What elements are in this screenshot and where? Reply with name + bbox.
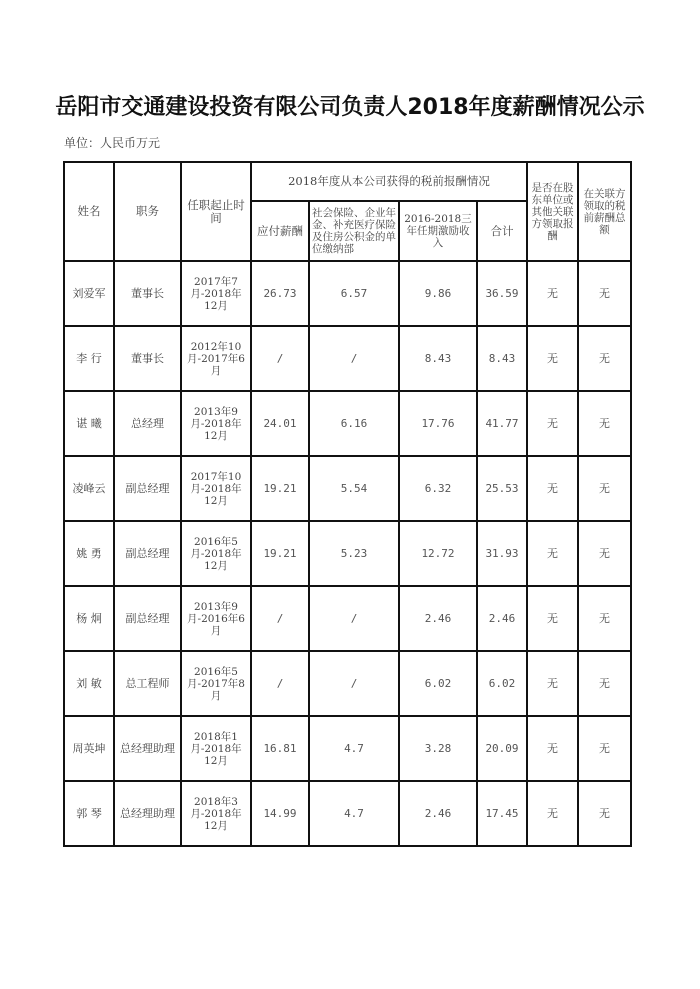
cell-total <box>477 521 527 586</box>
cell-position: 总工程师 <box>114 651 181 716</box>
cell-incentive <box>399 456 477 521</box>
cell-salary-value: 19.21 <box>263 547 297 560</box>
cell-incentive-value: 6.32 <box>424 482 452 495</box>
salary-table <box>63 161 632 847</box>
table-row <box>64 716 631 781</box>
cell-insurance <box>309 716 399 781</box>
cell-incentive-value: 17.76 <box>421 417 455 430</box>
cell-insurance <box>309 456 399 521</box>
cell-shareholder: 无 <box>527 781 578 846</box>
cell-total <box>477 456 527 521</box>
cell-total-value: 20.09 <box>485 742 519 755</box>
header-name: 姓名 <box>64 162 114 261</box>
cell-insurance <box>309 261 399 326</box>
cell-salary-value: / <box>276 352 284 365</box>
cell-salary <box>251 586 309 651</box>
cell-total-value: 41.77 <box>485 417 519 430</box>
cell-related: 无 <box>578 521 631 586</box>
cell-related: 无 <box>578 586 631 651</box>
cell-salary <box>251 456 309 521</box>
header-group: 2018年度从本公司获得的税前报酬情况 <box>251 162 527 201</box>
cell-incentive-value: 8.43 <box>424 352 452 365</box>
cell-salary <box>251 781 309 846</box>
cell-name: 凌峰云 <box>64 456 114 521</box>
cell-incentive <box>399 716 477 781</box>
cell-total <box>477 326 527 391</box>
cell-related: 无 <box>578 261 631 326</box>
cell-name: 李 行 <box>64 326 114 391</box>
header-total: 合计 <box>477 201 527 261</box>
cell-shareholder: 无 <box>527 651 578 716</box>
header-shareholder: 是否在股东单位或其他关联方领取报酬 <box>527 162 578 261</box>
cell-related: 无 <box>578 391 631 456</box>
cell-incentive <box>399 521 477 586</box>
cell-name: 姚 勇 <box>64 521 114 586</box>
cell-incentive <box>399 326 477 391</box>
cell-insurance <box>309 391 399 456</box>
cell-total-value: 31.93 <box>485 547 519 560</box>
cell-insurance-value: 6.16 <box>340 417 368 430</box>
cell-term: 2018年1月-2018年12月 <box>181 716 251 781</box>
header-position: 职务 <box>114 162 181 261</box>
cell-salary <box>251 261 309 326</box>
cell-insurance-value: 5.54 <box>340 482 368 495</box>
cell-insurance-value: / <box>350 612 358 625</box>
cell-total <box>477 391 527 456</box>
cell-shareholder: 无 <box>527 521 578 586</box>
cell-insurance-value: 6.57 <box>340 287 368 300</box>
table-row <box>64 781 631 846</box>
cell-position: 总经理助理 <box>114 716 181 781</box>
cell-name: 刘爱军 <box>64 261 114 326</box>
cell-total <box>477 586 527 651</box>
cell-related: 无 <box>578 326 631 391</box>
cell-term: 2016年5月-2017年8月 <box>181 651 251 716</box>
cell-term: 2013年9月-2016年6月 <box>181 586 251 651</box>
cell-total-value: 2.46 <box>488 612 516 625</box>
cell-total-value: 25.53 <box>485 482 519 495</box>
cell-insurance-value: / <box>350 677 358 690</box>
cell-insurance-value: / <box>350 352 358 365</box>
table-row <box>64 456 631 521</box>
cell-incentive <box>399 261 477 326</box>
table-row <box>64 391 631 456</box>
cell-salary <box>251 326 309 391</box>
table-row <box>64 261 631 326</box>
cell-salary-value: / <box>276 677 284 690</box>
cell-position: 董事长 <box>114 326 181 391</box>
cell-total <box>477 651 527 716</box>
table-row <box>64 651 631 716</box>
table-row <box>64 326 631 391</box>
cell-shareholder: 无 <box>527 261 578 326</box>
cell-term: 2013年9月-2018年12月 <box>181 391 251 456</box>
cell-position: 副总经理 <box>114 456 181 521</box>
cell-position: 董事长 <box>114 261 181 326</box>
header-row-1 <box>64 162 631 201</box>
cell-incentive-value: 6.02 <box>424 677 452 690</box>
header-insurance: 社会保险、企业年金、补充医疗保险及住房公积金的单位缴纳部 <box>309 201 399 261</box>
cell-incentive-value: 9.86 <box>424 287 452 300</box>
cell-term: 2017年7月-2018年12月 <box>181 261 251 326</box>
cell-salary-value: 16.81 <box>263 742 297 755</box>
cell-total-value: 17.45 <box>485 807 519 820</box>
cell-salary-value: / <box>276 612 284 625</box>
cell-name: 刘 敏 <box>64 651 114 716</box>
cell-insurance-value: 4.7 <box>344 742 364 755</box>
cell-salary <box>251 651 309 716</box>
cell-name: 谌 曦 <box>64 391 114 456</box>
cell-related: 无 <box>578 716 631 781</box>
cell-insurance <box>309 651 399 716</box>
header-term: 任职起止时间 <box>181 162 251 261</box>
cell-shareholder: 无 <box>527 326 578 391</box>
cell-salary <box>251 716 309 781</box>
table-row <box>64 586 631 651</box>
cell-shareholder: 无 <box>527 391 578 456</box>
cell-related: 无 <box>578 456 631 521</box>
cell-total-value: 6.02 <box>488 677 516 690</box>
cell-salary <box>251 391 309 456</box>
cell-incentive <box>399 586 477 651</box>
cell-name: 杨 炯 <box>64 586 114 651</box>
cell-related: 无 <box>578 781 631 846</box>
cell-shareholder: 无 <box>527 716 578 781</box>
header-incentive: 2016-2018三年任期激励收入 <box>399 201 477 261</box>
table-row <box>64 521 631 586</box>
cell-incentive-value: 2.46 <box>424 612 452 625</box>
cell-position: 总经理助理 <box>114 781 181 846</box>
cell-name: 郭 琴 <box>64 781 114 846</box>
cell-shareholder: 无 <box>527 456 578 521</box>
cell-term: 2012年10月-2017年6月 <box>181 326 251 391</box>
cell-term: 2016年5月-2018年12月 <box>181 521 251 586</box>
cell-salary-value: 14.99 <box>263 807 297 820</box>
cell-salary-value: 26.73 <box>263 287 297 300</box>
cell-total <box>477 261 527 326</box>
cell-related: 无 <box>578 651 631 716</box>
cell-salary-value: 19.21 <box>263 482 297 495</box>
header-related: 在关联方领取的税前薪酬总额 <box>578 162 631 261</box>
cell-incentive-value: 2.46 <box>424 807 452 820</box>
cell-total <box>477 716 527 781</box>
cell-salary-value: 24.01 <box>263 417 297 430</box>
cell-insurance-value: 4.7 <box>344 807 364 820</box>
cell-insurance <box>309 586 399 651</box>
cell-total <box>477 781 527 846</box>
cell-salary <box>251 521 309 586</box>
unit-label: 单位：人民币万元 <box>64 136 161 150</box>
cell-name: 周英坤 <box>64 716 114 781</box>
cell-total-value: 36.59 <box>485 287 519 300</box>
cell-term: 2018年3月-2018年12月 <box>181 781 251 846</box>
cell-shareholder: 无 <box>527 586 578 651</box>
document-title: 岳阳市交通建设投资有限公司负责人2018年度薪酬情况公示 <box>55 95 645 120</box>
cell-insurance-value: 5.23 <box>340 547 368 560</box>
cell-term: 2017年10月-2018年12月 <box>181 456 251 521</box>
cell-insurance <box>309 781 399 846</box>
cell-position: 总经理 <box>114 391 181 456</box>
cell-position: 副总经理 <box>114 586 181 651</box>
cell-insurance <box>309 326 399 391</box>
cell-position: 副总经理 <box>114 521 181 586</box>
cell-incentive <box>399 781 477 846</box>
cell-insurance <box>309 521 399 586</box>
cell-incentive-value: 3.28 <box>424 742 452 755</box>
cell-incentive-value: 12.72 <box>421 547 455 560</box>
cell-incentive <box>399 391 477 456</box>
cell-total-value: 8.43 <box>488 352 516 365</box>
cell-incentive <box>399 651 477 716</box>
header-salary: 应付薪酬 <box>251 201 309 261</box>
